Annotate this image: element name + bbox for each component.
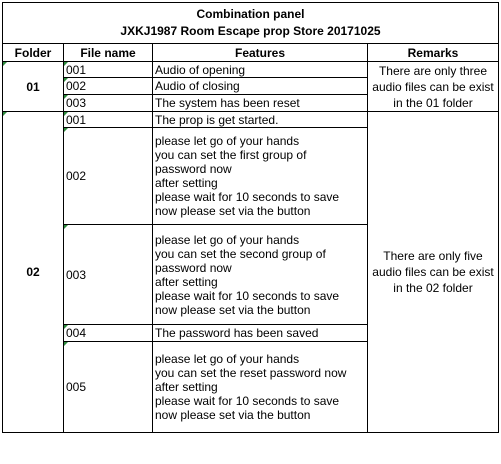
- feature-line: you can set the first group of: [155, 148, 307, 162]
- remark-line: in the 01 folder: [393, 95, 473, 110]
- file-name-cell: 005: [64, 342, 153, 433]
- feature-line: you can set the second group of: [155, 246, 326, 261]
- feature-line: please let go of your hands: [155, 134, 300, 148]
- header-file-name: File name: [64, 44, 153, 62]
- remark-line: audio files can be exist: [372, 265, 494, 279]
- remarks-cell: [368, 62, 499, 112]
- combination-panel-table: [2, 2, 499, 433]
- folder-cell: 02: [3, 112, 64, 433]
- feature-line: now please set via the button: [155, 302, 311, 317]
- remark-line: audio files can be exist: [372, 79, 494, 94]
- file-name-cell: 004: [64, 325, 153, 342]
- file-name-cell: 003: [64, 95, 153, 112]
- remarks-cell: [368, 112, 499, 433]
- feature-line: after setting: [155, 176, 218, 190]
- feature-line: after setting: [155, 274, 218, 289]
- title-cell: [3, 3, 499, 44]
- file-name-cell: 002: [64, 78, 153, 95]
- feature-line: password now: [155, 260, 232, 275]
- file-name-cell: 001: [64, 62, 153, 78]
- file-name-cell: 001: [64, 112, 153, 128]
- table-row: [3, 112, 499, 128]
- remark-line: in the 02 folder: [393, 281, 473, 295]
- feature-cell: [153, 225, 368, 325]
- file-name-cell: 002: [64, 128, 153, 225]
- header-remarks: Remarks: [368, 44, 499, 62]
- title-line-1: Combination panel: [196, 7, 305, 21]
- feature-line: please let go of your hands: [155, 232, 300, 247]
- remark-line: There are only five: [383, 249, 483, 263]
- title-row: [3, 3, 499, 44]
- feature-line: after setting: [155, 380, 218, 394]
- feature-line: please wait for 10 seconds to save: [155, 394, 340, 408]
- feature-line: you can set the reset password now: [155, 366, 347, 380]
- feature-line: please wait for 10 seconds to save: [155, 190, 340, 204]
- feature-cell: The system has been reset: [153, 95, 368, 112]
- feature-cell: Audio of closing: [153, 78, 368, 95]
- remark-line: There are only three: [378, 63, 488, 78]
- header-features: Features: [153, 44, 368, 62]
- table-row: [3, 62, 499, 78]
- header-row: [3, 44, 499, 62]
- feature-cell: [153, 342, 368, 433]
- feature-line: now please set via the button: [155, 408, 311, 422]
- file-name-cell: 003: [64, 225, 153, 325]
- feature-line: password now: [155, 162, 232, 176]
- feature-cell: [153, 128, 368, 225]
- feature-cell: Audio of opening: [153, 62, 368, 78]
- feature-line: please wait for 10 seconds to save: [155, 288, 340, 303]
- header-folder: Folder: [3, 44, 64, 62]
- folder-cell: 01: [3, 62, 64, 112]
- feature-line: now please set via the button: [155, 204, 311, 218]
- title-line-2: JXKJ1987 Room Escape prop Store 20171025: [120, 24, 381, 38]
- feature-cell: The password has been saved: [153, 325, 368, 342]
- feature-cell: The prop is get started.: [153, 112, 368, 128]
- feature-line: please let go of your hands: [155, 352, 300, 366]
